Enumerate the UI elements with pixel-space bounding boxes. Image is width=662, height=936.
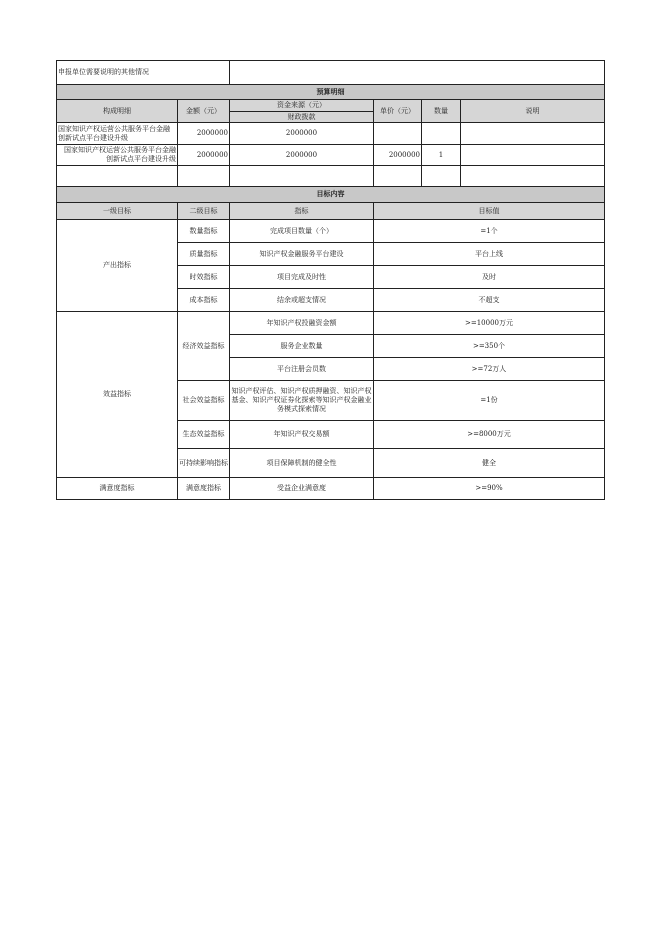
budget-section-title: 预算明细	[57, 85, 605, 100]
target-indicator: 结余或超支情况	[230, 289, 374, 312]
target-header-level2: 二级目标	[178, 203, 230, 220]
ecological-benefit-label: 生态效益指标	[178, 421, 230, 449]
target-level2: 成本指标	[178, 289, 230, 312]
social-benefit-label: 社会效益指标	[178, 381, 230, 421]
budget-row-component: 国家知识产权运营公共服务平台金融创新试点平台建设升级	[57, 145, 178, 166]
budget-row-fiscal: 2000000	[230, 145, 374, 166]
target-level2: 满意度指标	[178, 478, 230, 500]
budget-header-funding-source: 资金来源（元）	[230, 100, 374, 112]
output-indicator-label: 产出指标	[57, 220, 178, 312]
target-header-row	[57, 203, 605, 220]
budget-row-amount: 2000000	[178, 123, 230, 145]
budget-row	[57, 145, 605, 166]
target-indicator: 年知识产权投融资金额	[230, 312, 374, 335]
target-indicator: 知识产权评估、知识产权质押融资、知识产权基金、知识产权证券化探索等知识产权金融业务模式探索情况	[230, 381, 374, 421]
target-value: =1个	[374, 220, 605, 243]
target-value: >=10000万元	[374, 312, 605, 335]
target-value: =1份	[374, 381, 605, 421]
other-info-value	[230, 61, 605, 85]
target-indicator: 受益企业满意度	[230, 478, 374, 500]
sustainable-impact-label: 可持续影响指标	[178, 449, 230, 478]
target-row	[57, 220, 605, 243]
budget-row-unit-price: 2000000	[374, 145, 422, 166]
budget-header-note: 说明	[461, 100, 605, 123]
target-row	[57, 478, 605, 500]
target-level2: 质量指标	[178, 243, 230, 266]
target-indicator: 项目完成及时性	[230, 266, 374, 289]
budget-header-component: 构成明细	[57, 100, 178, 123]
other-info-label: 申报单位需要说明的其他情况	[57, 61, 230, 85]
target-header-value: 目标值	[374, 203, 605, 220]
budget-header-fiscal: 财政拨款	[230, 112, 374, 123]
target-indicator: 年知识产权交易额	[230, 421, 374, 449]
target-indicator: 完成项目数量（个）	[230, 220, 374, 243]
benefit-indicator-label: 效益指标	[57, 312, 178, 478]
target-value: 健全	[374, 449, 605, 478]
economic-benefit-label: 经济效益指标	[178, 312, 230, 381]
budget-header-unit-price: 单价（元）	[374, 100, 422, 123]
target-value: 及时	[374, 266, 605, 289]
budget-row-fiscal: 2000000	[230, 123, 374, 145]
target-value: 不超支	[374, 289, 605, 312]
budget-target-sheet	[56, 60, 605, 500]
other-info-row	[57, 61, 605, 85]
budget-row	[57, 123, 605, 145]
target-header-level1: 一级目标	[57, 203, 178, 220]
budget-row-note	[461, 145, 605, 166]
budget-header-quantity: 数量	[422, 100, 461, 123]
budget-row-unit-price	[374, 123, 422, 145]
budget-row-amount: 2000000	[178, 145, 230, 166]
target-indicator: 知识产权金融服务平台建设	[230, 243, 374, 266]
target-value: 平台上线	[374, 243, 605, 266]
target-value: >=8000万元	[374, 421, 605, 449]
budget-row-empty	[57, 166, 605, 187]
budget-row-note	[461, 123, 605, 145]
budget-row-quantity: 1	[422, 145, 461, 166]
target-level2: 时效指标	[178, 266, 230, 289]
budget-header-amount: 金额（元）	[178, 100, 230, 123]
target-value: >=72万人	[374, 358, 605, 381]
target-indicator: 项目保障机制的健全性	[230, 449, 374, 478]
target-header-indicator: 指标	[230, 203, 374, 220]
budget-header-row	[57, 100, 605, 112]
target-row	[57, 312, 605, 335]
budget-row-component: 国家知识产权运营公共服务平台金融创新试点平台建设升级	[57, 123, 178, 145]
target-indicator: 服务企业数量	[230, 335, 374, 358]
target-level2: 数量指标	[178, 220, 230, 243]
target-value: >=350个	[374, 335, 605, 358]
satisfaction-indicator-label: 满意度指标	[57, 478, 178, 500]
target-value: >=90%	[374, 478, 605, 500]
target-section-title: 目标内容	[57, 187, 605, 203]
budget-row-quantity	[422, 123, 461, 145]
target-indicator: 平台注册会员数	[230, 358, 374, 381]
